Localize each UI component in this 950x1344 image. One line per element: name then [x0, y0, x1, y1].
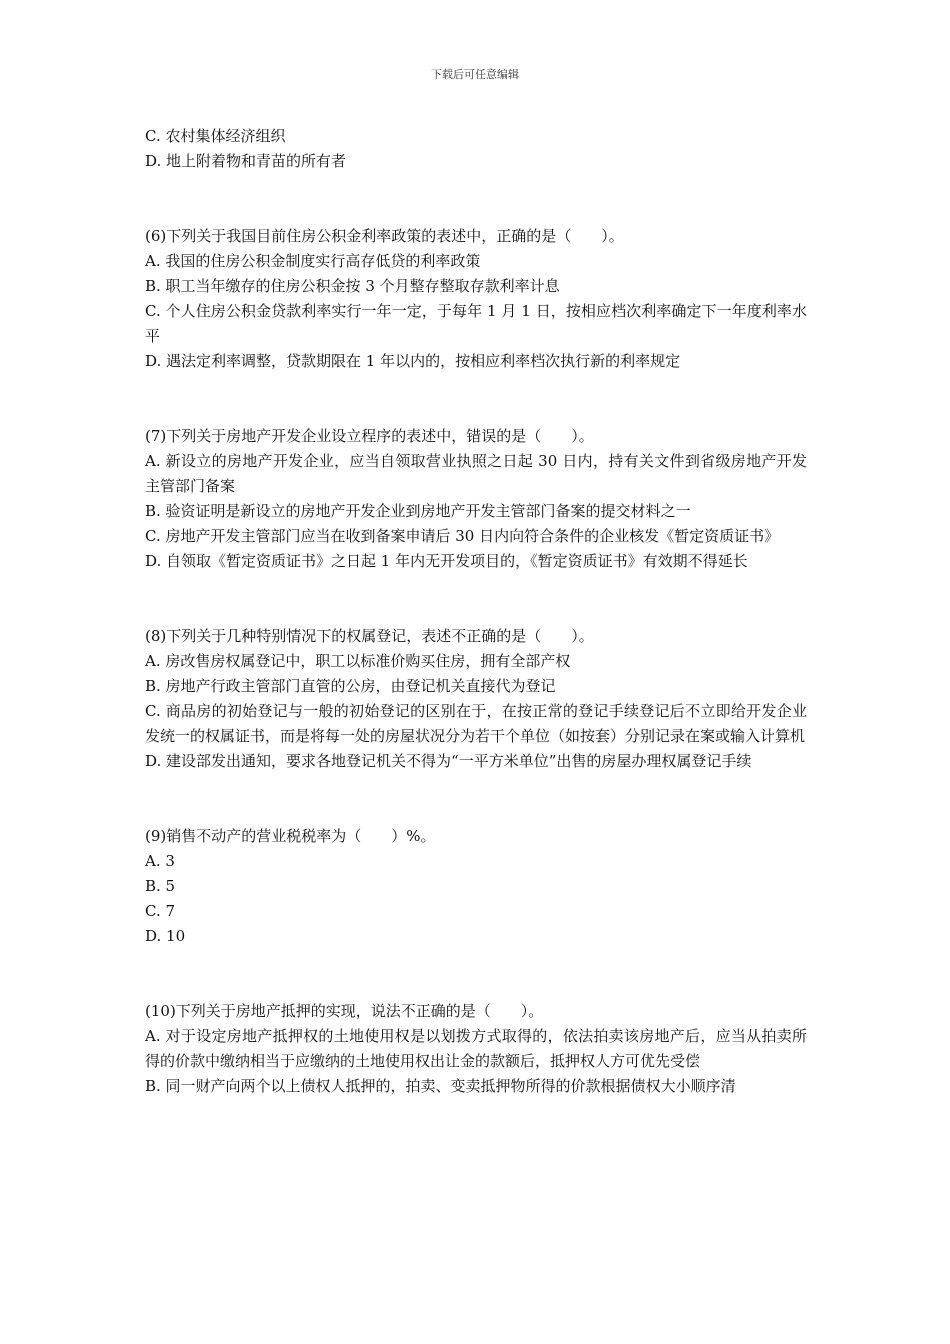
- option-b: B. 5: [145, 877, 176, 895]
- option-c: C. 个人住房公积金贷款利率实行一年一定，于每年 1 月 1 日，按相应档次利率确定下一年度利率水平: [145, 302, 807, 345]
- option-c: C. 商品房的初始登记与一般的初始登记的区别在于，在按正常的登记手续登记后不立即给开发企业发统一的权属证书，而是将每一处的房屋状况分为若干个单位（如按套）分别记录在案或输入计算机: [145, 702, 807, 745]
- option-a: A. 新设立的房地产开发企业，应当自领取营业执照之日起 30 日内，持有关文件到省级房地产开发主管部门备案: [145, 452, 807, 495]
- option-b: B. 验资证明是新设立的房地产开发企业到房地产开发主管部门备案的提交材料之一: [145, 502, 691, 520]
- spacer: [145, 774, 807, 824]
- option-d: D. 地上附着物和青苗的所有者: [145, 152, 347, 170]
- spacer: [145, 174, 807, 224]
- question-7: [145, 424, 807, 574]
- option-a: A. 3: [145, 852, 175, 870]
- question-stem: (9)销售不动产的营业税税率为（ ）%。: [145, 827, 436, 845]
- question-8: [145, 624, 807, 774]
- question-stem: (7)下列关于房地产开发企业设立程序的表述中，错误的是（ ）。: [145, 427, 594, 445]
- option-b: B. 房地产行政主管部门直管的公房，由登记机关直接代为登记: [145, 677, 556, 695]
- option-a: A. 我国的住房公积金制度实行高存低贷的利率政策: [145, 252, 481, 270]
- option-b: B. 职工当年缴存的住房公积金按 3 个月整存整取存款利率计息: [145, 277, 560, 295]
- document-body: [145, 124, 807, 1099]
- spacer: [145, 574, 807, 624]
- option-d: D. 建设部发出通知，要求各地登记机关不得为“一平方米单位”出售的房屋办理权属登记手续: [145, 752, 752, 770]
- option-c: C. 7: [145, 902, 176, 920]
- option-a: A. 对于设定房地产抵押权的土地使用权是以划拨方式取得的，依法拍卖该房地产后，应当从拍卖所得的价款中缴纳相当于应缴纳的土地使用权出让金的款额后，抵押权人方可优先受偿: [145, 1027, 807, 1070]
- question-10: [145, 999, 807, 1099]
- option-c: C. 房地产开发主管部门应当在收到备案申请后 30 日内向符合条件的企业核发《暂定资质证书》: [145, 527, 780, 545]
- question-6: [145, 224, 807, 374]
- question-stem: (6)下列关于我国目前住房公积金利率政策的表述中，正确的是（ ）。: [145, 227, 624, 245]
- spacer: [145, 374, 807, 424]
- option-d: D. 10: [145, 927, 186, 945]
- spacer: [145, 949, 807, 999]
- page-header: 下载后可任意编辑: [431, 68, 519, 81]
- question-stem: (10)下列关于房地产抵押的实现，说法不正确的是（ ）。: [145, 1002, 544, 1020]
- option-a: A. 房改售房权属登记中，职工以标准价购买住房，拥有全部产权: [145, 652, 571, 670]
- question-9: [145, 824, 807, 949]
- option-b: B. 同一财产向两个以上债权人抵押的，拍卖、变卖抵押物所得的价款根据债权大小顺序清: [145, 1077, 736, 1095]
- option-c: C. 农村集体经济组织: [145, 127, 286, 145]
- option-d: D. 自领取《暂定资质证书》之日起 1 年内无开发项目的，《暂定资质证书》有效期不得延长: [145, 552, 748, 570]
- question-stem: (8)下列关于几种特别情况下的权属登记，表述不正确的是（ ）。: [145, 627, 594, 645]
- option-d: D. 遇法定利率调整，贷款期限在 1 年以内的，按相应利率档次执行新的利率规定: [145, 352, 681, 370]
